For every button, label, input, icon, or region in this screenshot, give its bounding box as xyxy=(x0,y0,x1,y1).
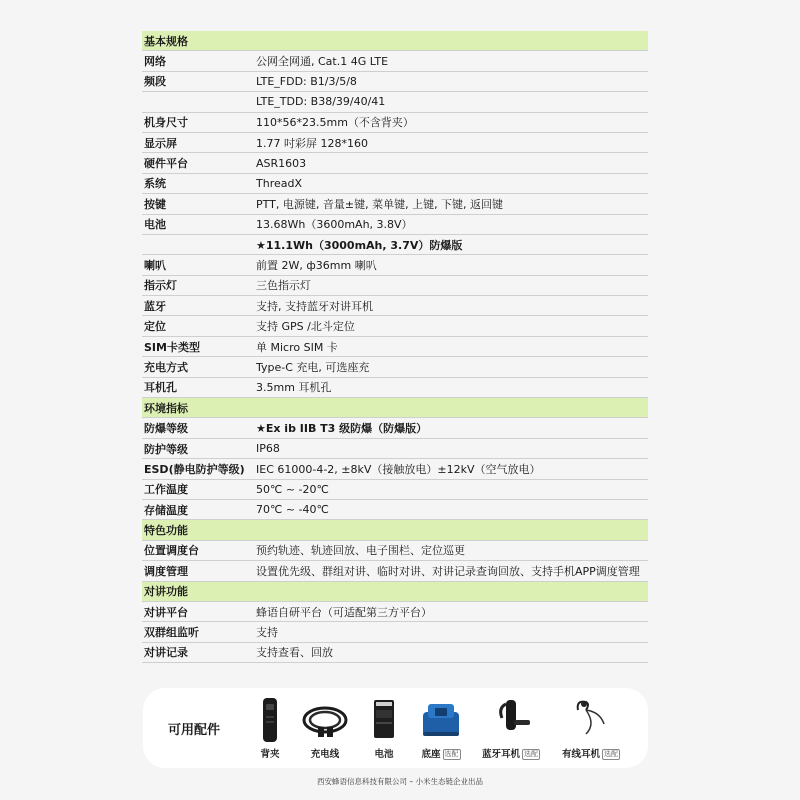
spec-label: 频段 xyxy=(144,75,166,89)
spec-value: 70℃ ~ -40℃ xyxy=(256,503,329,517)
spec-value: 预约轨迹、轨迹回放、电子围栏、定位巡更 xyxy=(256,544,465,558)
spec-value: LTE_FDD: B1/3/5/8 xyxy=(256,74,357,88)
spec-value: 设置优先级、群组对讲、临时对讲、对讲记录查询回放、支持手机APP调度管理 xyxy=(256,564,640,578)
bluetooth-earpiece-icon xyxy=(476,694,546,744)
accessory-label: 有线耳机 xyxy=(561,749,600,760)
accessory-label: 底座 xyxy=(421,749,441,760)
spec-label: 耳机孔 xyxy=(144,381,177,395)
spec-label: 防爆等级 xyxy=(144,422,188,436)
spec-row xyxy=(142,276,648,296)
spec-value: PTT, 电源键, 音量±键, 菜单键, 上键, 下键, 返回键 xyxy=(256,197,504,211)
spec-label: 位置调度台 xyxy=(144,544,199,558)
optional-tag: 选配 xyxy=(444,750,459,758)
spec-value: ★11.1Wh（3000mAh, 3.7V）防爆版 xyxy=(256,238,463,252)
spec-row xyxy=(142,296,648,316)
spec-value: 支持 xyxy=(256,626,278,640)
spec-label: 机身尺寸 xyxy=(144,116,188,130)
spec-row xyxy=(142,439,648,459)
spec-row xyxy=(142,255,648,275)
optional-tag: 选配 xyxy=(604,750,618,758)
spec-row xyxy=(142,92,648,112)
spec-label: 喇叭 xyxy=(144,258,166,272)
spec-row xyxy=(142,622,648,642)
section-header xyxy=(142,582,648,602)
spec-value: ThreadX xyxy=(256,176,302,190)
spec-value: IEC 61000-4-2, ±8kV（接触放电）±12kV（空气放电） xyxy=(256,462,541,476)
accessory-wired-earpiece xyxy=(556,688,626,768)
spec-value: IP68 xyxy=(256,442,280,455)
spec-row xyxy=(142,215,648,235)
spec-value: 支持 GPS /北斗定位 xyxy=(256,320,355,334)
spec-value: 13.68Wh（3600mAh, 3.8V） xyxy=(256,218,413,232)
section-header xyxy=(142,398,648,418)
spec-row xyxy=(142,418,648,438)
spec-row xyxy=(142,194,648,214)
section-title: 特色功能 xyxy=(144,524,188,538)
spec-row xyxy=(142,500,648,520)
spec-label: 网络 xyxy=(144,55,166,69)
spec-value: Type-C 充电, 可选座充 xyxy=(256,360,370,374)
spec-row xyxy=(142,459,648,479)
spec-label: 蓝牙 xyxy=(144,299,166,313)
spec-label: ESD(静电防护等级) xyxy=(144,462,245,476)
spec-row xyxy=(142,235,648,255)
spec-value: 3.5mm 耳机孔 xyxy=(256,381,332,395)
accessory-label: 电池 xyxy=(374,749,394,760)
spec-row xyxy=(142,174,648,194)
section-header xyxy=(142,31,648,51)
spec-value: 三色指示灯 xyxy=(256,279,311,293)
spec-label: 系统 xyxy=(144,177,166,191)
spec-label: 电池 xyxy=(144,218,166,232)
spec-row xyxy=(142,51,648,71)
spec-label: 调度管理 xyxy=(144,564,188,578)
spec-value: 支持查看、回放 xyxy=(256,646,333,660)
spec-label: 对讲记录 xyxy=(144,646,188,660)
section-title: 基本规格 xyxy=(144,34,188,48)
spec-label: 工作温度 xyxy=(144,483,188,497)
spec-label: 防护等级 xyxy=(144,442,188,456)
company-footer: 西安蜂语信息科技有限公司 – 小米生态链企业出品 xyxy=(316,777,484,786)
spec-row xyxy=(142,133,648,153)
accessory-bluetooth-earpiece xyxy=(476,688,546,768)
spec-row xyxy=(142,316,648,336)
spec-row xyxy=(142,561,648,581)
section-title: 对讲功能 xyxy=(144,585,188,599)
spec-label: 硬件平台 xyxy=(144,157,188,171)
spec-value: 50℃ ~ -20℃ xyxy=(256,482,329,496)
spec-label: 充电方式 xyxy=(144,360,188,374)
spec-row xyxy=(142,480,648,500)
spec-row xyxy=(142,541,648,561)
spec-label: 定位 xyxy=(144,320,166,334)
accessories-title: 可用配件 xyxy=(168,723,221,738)
spec-row xyxy=(142,72,648,92)
spec-value: 蜂语自研平台（可适配第三方平台） xyxy=(256,605,432,619)
spec-row xyxy=(142,113,648,133)
spec-label: 双群组监听 xyxy=(144,626,199,640)
spec-row xyxy=(142,378,648,398)
spec-value: 前置 2W, ф36mm 喇叭 xyxy=(256,258,377,272)
spec-value: 1.77 吋彩屏 128*160 xyxy=(256,136,368,150)
accessories-panel xyxy=(143,688,648,768)
spec-table xyxy=(142,31,648,663)
spec-row xyxy=(142,153,648,173)
spec-row xyxy=(142,643,648,663)
spec-value: 支持, 支持蓝牙对讲耳机 xyxy=(256,299,373,313)
spec-row xyxy=(142,357,648,377)
spec-value: 110*56*23.5mm（不含背夹） xyxy=(256,116,414,130)
section-header xyxy=(142,520,648,540)
accessory-label: 蓝牙耳机 xyxy=(481,749,520,760)
section-title: 环境指标 xyxy=(144,401,188,415)
optional-tag: 选配 xyxy=(524,750,538,758)
spec-value: ★Ex ib IIB T3 级防爆（防爆版） xyxy=(256,422,428,436)
spec-value: 公网全网通, Cat.1 4G LTE xyxy=(256,55,389,69)
accessory-label: 充电线 xyxy=(310,749,340,760)
spec-label: 显示屏 xyxy=(144,136,177,150)
spec-row xyxy=(142,602,648,622)
spec-value: 单 Micro SIM 卡 xyxy=(256,340,338,354)
spec-label: 存储温度 xyxy=(144,503,188,517)
spec-value: LTE_TDD: B38/39/40/41 xyxy=(256,95,386,109)
spec-label: 按键 xyxy=(144,197,166,211)
spec-label: 对讲平台 xyxy=(144,605,188,619)
spec-label: 指示灯 xyxy=(144,279,177,293)
accessory-label: 背夹 xyxy=(260,749,280,760)
charging-dock-icon xyxy=(406,694,476,744)
wired-earpiece-icon xyxy=(556,694,626,744)
accessory-charging-dock xyxy=(406,688,476,768)
spec-label: SIM卡类型 xyxy=(144,340,200,354)
spec-value: ASR1603 xyxy=(256,156,307,170)
spec-row xyxy=(142,337,648,357)
